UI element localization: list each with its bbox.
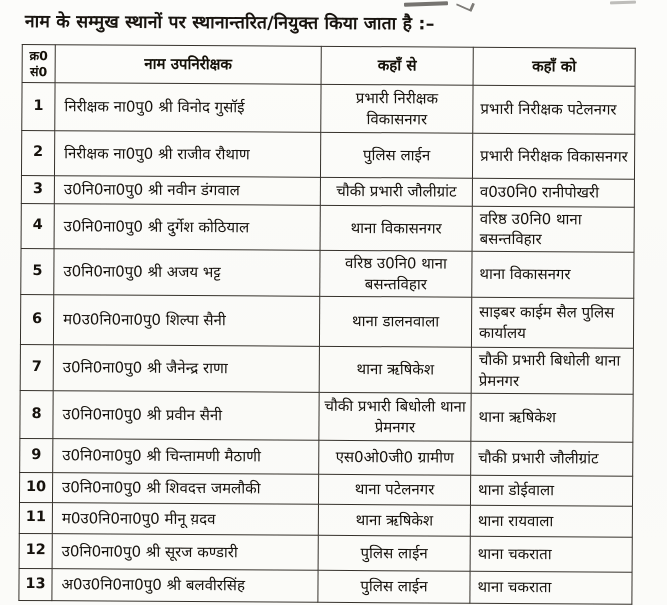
- from-posting: पुलिस लाईन: [320, 132, 472, 178]
- officer-name: उ0नि0ना0पु0 श्री चिन्तामणी मैठाणी: [53, 439, 319, 475]
- to-posting: थाना चकराता: [470, 536, 632, 572]
- row-number: 1: [22, 82, 55, 130]
- to-posting: व0उ0नि0 रानीपोखरी: [472, 178, 634, 207]
- officer-name: म0उ0नि0ना0पु0 मीनू य़दव: [52, 503, 318, 536]
- officer-name: उ0नि0ना0पु0 श्री सूरज कण्डारी: [52, 534, 318, 571]
- header-from-posting: कहाँ से: [321, 46, 473, 85]
- table-row: [19, 502, 632, 537]
- transfer-table-body: [19, 82, 635, 604]
- from-posting: चौकी प्रभारी जौलीग्रांट: [320, 177, 472, 206]
- row-number: 13: [19, 568, 52, 600]
- from-posting: प्रभारी निरीक्षक विकासनगर: [321, 84, 473, 133]
- to-posting: थाना डोईवाला: [470, 475, 632, 506]
- from-posting: वरिष्ठ उ0नि0 थाना बसन्तविहार: [320, 250, 472, 297]
- row-number: 4: [21, 203, 54, 248]
- row-number: 8: [20, 390, 53, 438]
- officer-name: म0उ0नि0ना0पु0 शिल्पा सैनी: [53, 295, 319, 347]
- table-row: [21, 175, 634, 207]
- to-posting: साइबर काईम सैल पुलिस कार्यालय: [471, 297, 633, 348]
- table-row: [21, 203, 634, 252]
- from-posting: पुलिस लाईन: [318, 535, 470, 571]
- from-posting: थाना विकासनगर: [320, 205, 472, 251]
- table-row: [20, 294, 633, 348]
- table-row: [20, 438, 633, 476]
- header-to-posting: कहाँ को: [473, 47, 635, 86]
- from-posting: पुलिस लाईन: [318, 570, 470, 603]
- row-number: 7: [20, 344, 53, 390]
- from-posting: थाना डालनवाला: [319, 296, 471, 347]
- to-posting: थाना ऋषिकेश: [471, 393, 633, 442]
- officer-name: निरीक्षक ना0पु0 श्री विनोद गुसॉई: [55, 83, 321, 133]
- from-posting: थाना पटेलनगर: [318, 474, 470, 505]
- from-posting: थाना ऋषिकेश: [319, 346, 471, 393]
- officer-name: अ0उ0नि0ना0पु0 श्री बलवीरसिंह: [52, 569, 318, 603]
- table-row: [20, 390, 633, 442]
- row-number: 11: [19, 502, 52, 533]
- clipped-text-remnant: [404, 1, 448, 7]
- to-posting: थाना विकासनगर: [472, 251, 634, 298]
- officer-name: उ0नि0ना0पु0 श्री अजय भट्ट: [54, 249, 320, 297]
- table-row: [19, 472, 632, 506]
- from-posting: एस0ओ0जी0 ग्रामीण: [319, 440, 471, 475]
- row-number: 12: [19, 533, 52, 568]
- officer-name: उ0नि0ना0पु0 श्री प्रवीन सैनी: [53, 391, 319, 441]
- clipped-text-remnant: [610, 1, 636, 5]
- row-number: 6: [20, 294, 53, 344]
- to-posting: थाना रायवाला: [470, 505, 632, 537]
- header-officer-name: नाम उपनिरीक्षक: [55, 45, 321, 85]
- header-serial-line1: क्र0: [29, 47, 48, 64]
- table-row: [20, 344, 633, 394]
- row-number: 3: [21, 175, 54, 203]
- row-number: 2: [21, 130, 54, 175]
- header-serial-number: [22, 44, 55, 82]
- transfer-table-header: [22, 44, 635, 86]
- table-row: [21, 248, 634, 298]
- from-posting: चौकी प्रभारी बिधोली थाना प्रेमनगर: [319, 392, 471, 441]
- officer-name: उ0नि0ना0पु0 श्री नवीन डंगवाल: [54, 176, 320, 206]
- to-posting: प्रभारी निरीक्षक विकासनगर: [472, 133, 634, 179]
- officer-name: उ0नि0ना0पु0 श्री जैनेन्द्र राणा: [53, 345, 319, 393]
- table-row: [19, 533, 632, 572]
- to-posting: चौकी प्रभारी बिधोली थाना प्रेमनगर: [471, 347, 633, 394]
- row-number: 10: [19, 472, 52, 502]
- row-number: 5: [21, 248, 54, 294]
- table-row: [22, 82, 635, 134]
- row-number: 9: [20, 438, 53, 472]
- officer-name: उ0नि0ना0पु0 श्री शिवदत्त जमलौकी: [52, 473, 318, 505]
- transfer-table: [18, 44, 635, 605]
- to-posting: वरिष्ठ उ0नि0 थाना बसन्तविहार: [472, 206, 634, 252]
- clipped-text-remnant: [456, 0, 475, 12]
- intro-line: नाम के सम्मुख स्थानों पर स्थानान्तरित/नियुक्त किया जाता है :–: [24, 12, 435, 35]
- officer-name: निरीक्षक ना0पु0 श्री राजीव रौथाण: [54, 131, 320, 178]
- to-posting: चौकी प्रभारी जौलीग्रांट: [471, 441, 633, 476]
- to-posting: प्रभारी निरीक्षक पटेलनगर: [473, 85, 635, 134]
- table-row: [19, 568, 632, 604]
- to-posting: थाना चकराता: [470, 571, 632, 604]
- officer-name: उ0नि0ना0पु0 श्री दुर्गेश कोठियाल: [54, 204, 320, 251]
- table-row: [21, 130, 634, 179]
- header-serial-line2: सं0: [29, 63, 48, 79]
- from-posting: थाना ऋषिकेश: [318, 504, 470, 536]
